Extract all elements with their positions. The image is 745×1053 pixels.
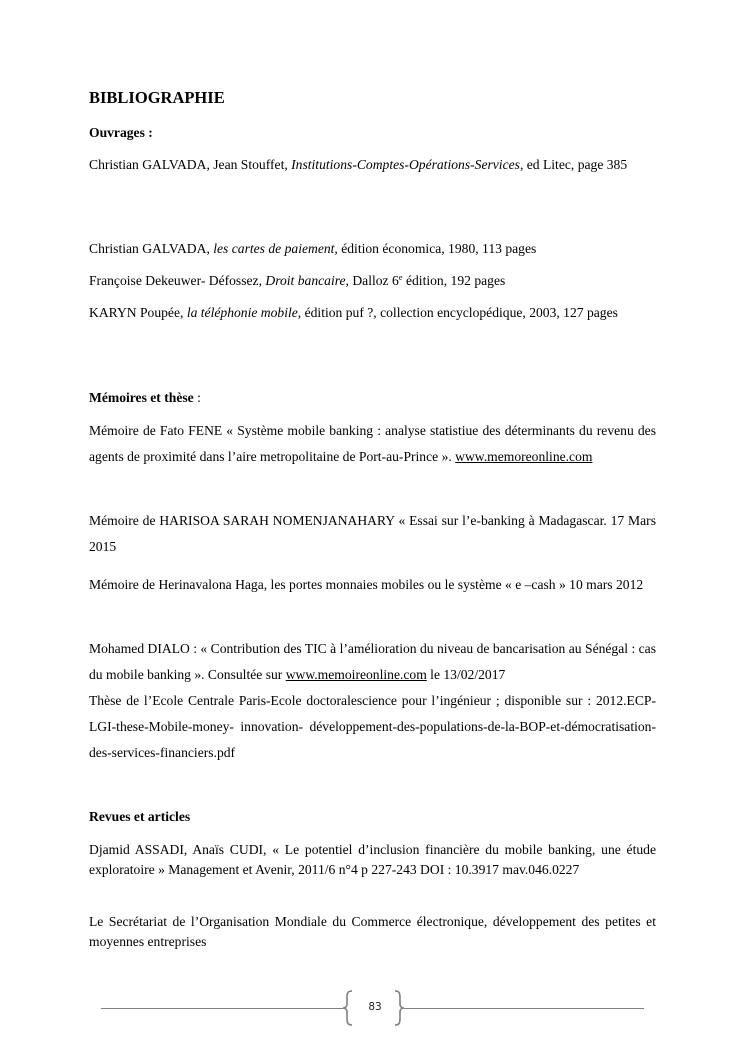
entry-details: édition puf ?, collection encyclopédique, 2003, 127 pages xyxy=(301,305,618,320)
memoireonline-link[interactable]: www.memoireonline.com xyxy=(285,667,427,682)
entry-authors: KARYN Poupée, xyxy=(89,305,187,320)
entry-text: Djamid ASSADI, Anaïs CUDI, « Le potentiel d’inclusion financière du mobile banking, une étude exploratoire » Management et Avenir, 2011/6 n°4 p 227-243 DOI : 10.3917 mav.046.0227 xyxy=(89,842,656,877)
heading-suffix: : xyxy=(193,390,201,405)
entry-text: Mémoire de Herinavalona Haga, les portes monnaies mobiles ou le système « e –cash » 10 mars 2012 xyxy=(89,577,644,592)
memoreonline-link[interactable]: www.memoreonline.com xyxy=(455,449,593,464)
entry-authors: Christian GALVADA, xyxy=(89,241,214,256)
entry-text: Mohamed DIALO : « Contribution des TIC à l’amélioration du niveau de bancarisation au Sénégal : cas du mobile banking ». Consultée sur xyxy=(89,641,656,682)
bibliography-entry xyxy=(89,302,656,324)
bibliography-entry xyxy=(89,572,656,598)
bibliography-entry xyxy=(89,152,656,178)
superscript-e: e xyxy=(398,272,403,282)
heading-text: Mémoires et thèse xyxy=(89,390,194,405)
entry-details: Dalloz 6 xyxy=(348,273,399,288)
bibliography-entry xyxy=(89,912,656,951)
entry-title: les cartes de paiement, xyxy=(213,241,338,256)
entry-title: la téléphonie mobile, xyxy=(186,305,302,320)
entry-details: édition économica, 1980, 113 pages xyxy=(337,241,537,256)
bibliography-entry xyxy=(89,238,656,260)
entry-title: Institutions-Comptes-Opérations-Services xyxy=(291,157,520,172)
page-number: 83 xyxy=(368,1001,382,1013)
entry-authors: Françoise Dekeuwer- Défossez, xyxy=(89,273,266,288)
entry-details: , ed Litec, page 385 xyxy=(519,157,628,172)
entry-details-rest: édition, 192 pages xyxy=(402,273,506,288)
section-heading-memoires xyxy=(89,387,656,409)
bibliography-entry xyxy=(89,270,656,292)
entry-text: Thèse de l’Ecole Centrale Paris-Ecole doctoralescience pour l’ingénieur ; disponible sur : 2012.ECP-LGI-these-Mobile-money- innovation- développement-des-populations-de-la-BOP-et-démocratisation-des-services-financiers.pdf xyxy=(89,693,656,760)
entry-text: Le Secrétariat de l’Organisation Mondiale du Commerce électronique, développement des petites et moyennes entreprises xyxy=(89,914,656,949)
section-heading-revues: Revues et articles xyxy=(89,809,191,824)
footer-rule-left xyxy=(101,1008,343,1009)
page-title: BIBLIOGRAPHIE xyxy=(89,88,225,107)
bibliography-entry xyxy=(89,418,656,470)
entry-details: le 13/02/2017 xyxy=(426,667,506,682)
bibliography-entry xyxy=(89,508,656,560)
entry-title: Droit bancaire, xyxy=(265,273,349,288)
entry-authors: Christian GALVADA, Jean Stouffet, xyxy=(89,157,292,172)
entry-text: Mémoire de Fato FENE « Système mobile banking : analyse statistiue des déterminants du revenu des agents de proximité dans l’aire metropolitaine de Port-au-Prince ». xyxy=(89,423,656,464)
entry-text: Mémoire de HARISOA SARAH NOMENJANAHARY « Essai sur l’e-banking à Madagascar. 17 Mars 2015 xyxy=(89,513,656,554)
bibliography-entry xyxy=(89,688,656,766)
left-brace-icon xyxy=(342,990,354,1026)
footer-rule-right xyxy=(404,1008,644,1009)
section-heading-ouvrages: Ouvrages : xyxy=(89,125,153,140)
bibliography-entry xyxy=(89,840,656,879)
bibliography-entry xyxy=(89,636,656,688)
